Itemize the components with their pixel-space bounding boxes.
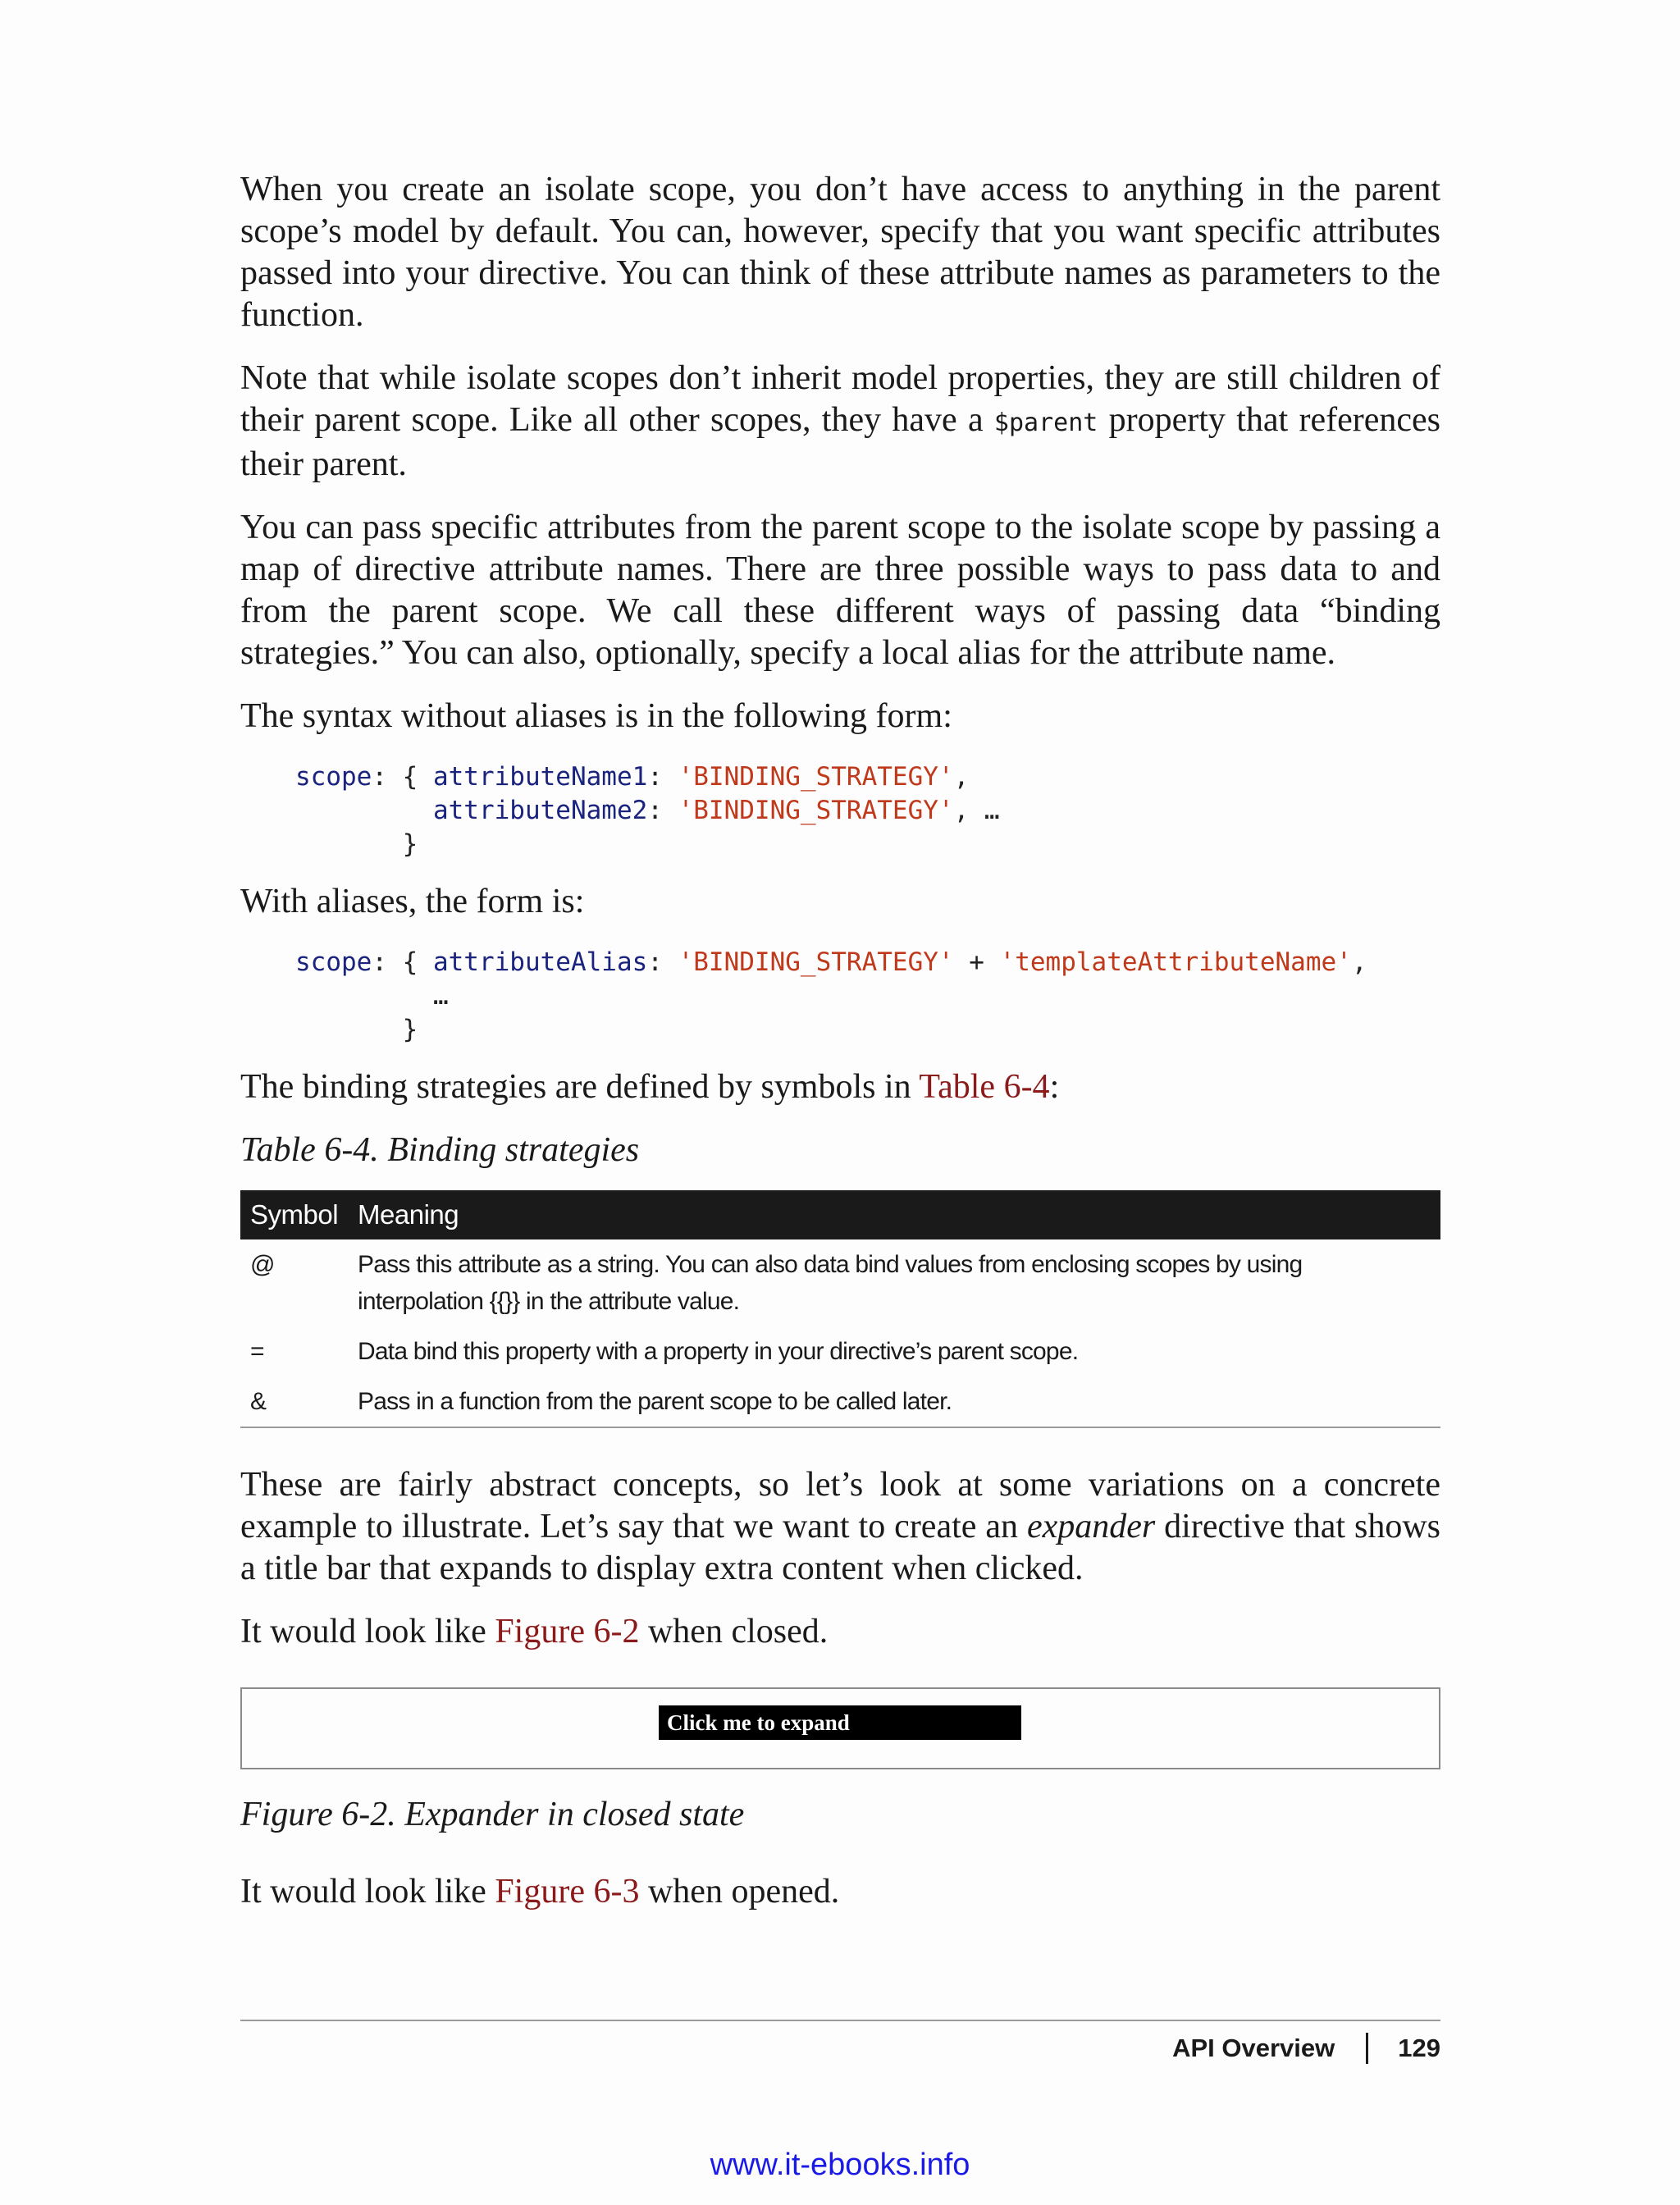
table-row [240, 1326, 1440, 1376]
code-indent [295, 796, 433, 825]
text: when closed. [639, 1613, 829, 1650]
table-row [240, 1239, 1440, 1326]
code-string: 'BINDING_STRATEGY' [678, 796, 954, 825]
paragraph [240, 1611, 1440, 1653]
text: directive that shows a title bar that expands to display extra content when clicked. [240, 1508, 1441, 1587]
code-punct: : { [372, 947, 433, 977]
paragraph [240, 1871, 1440, 1913]
paragraph: The syntax without aliases is in the following form: [240, 697, 952, 735]
table-header-symbol: Symbol [240, 1190, 348, 1239]
table-cell-meaning: Pass this attribute as a string. You can also data bind values from enclosing scopes by using interpolation {{}} in the attribute value. [358, 1251, 1303, 1315]
text: It would look like [240, 1873, 495, 1911]
code-attr: attributeName2 [432, 796, 648, 825]
text: : [1049, 1068, 1060, 1106]
code-line: … [295, 981, 449, 1011]
footer-divider [240, 2020, 1440, 2021]
text: Note that while isolate scopes don’t inherit model properties, they are still children of their parent scope. Like all other scopes, they have a [240, 359, 1440, 439]
figure-caption: Figure 6-2. Expander in closed state [240, 1796, 745, 1833]
code-string: 'BINDING_STRATEGY' [678, 947, 954, 977]
code-block-without-aliases [240, 760, 1440, 861]
paragraph: You can pass specific attributes from the parent scope to the isolate scope by passing a map of directive attribute names. There are three possible ways to pass data to and from the parent scope. We call these different ways of passing data “binding strategies.” You can also, optionally, specify a local alias for the attribute name. [240, 509, 1440, 672]
table-caption: Table 6-4. Binding strategies [240, 1131, 640, 1169]
watermark-link[interactable]: www.it-ebooks.info [710, 2148, 970, 2182]
code-block-with-aliases [240, 946, 1440, 1047]
table-cell-symbol: & [240, 1376, 348, 1427]
code-punct: : [647, 947, 678, 977]
paragraph [240, 358, 1440, 486]
table-header-meaning: Meaning [348, 1190, 1440, 1239]
figure-link[interactable]: Figure 6-3 [495, 1873, 640, 1911]
table-cell-meaning: Pass in a function from the parent scope to be called later. [348, 1376, 1440, 1427]
text: The binding strategies are defined by symbols in [240, 1068, 920, 1106]
code-operator: + [953, 947, 1000, 977]
code-punct: , [1351, 947, 1367, 977]
code-punct: : { [372, 762, 433, 792]
code-punct: , … [953, 796, 1000, 825]
table-link[interactable]: Table 6-4 [919, 1068, 1050, 1106]
footer-section-title: API Overview [1172, 2034, 1335, 2062]
figure-link[interactable]: Figure 6-2 [495, 1613, 640, 1650]
paragraph: When you create an isolate scope, you don’t have access to anything in the parent scope’s model by default. You can, however, specify that you want specific attributes passed into your directive. You can think of these attribute names as parameters to the function. [240, 171, 1440, 334]
code-punct: : [647, 796, 678, 825]
code-string: 'templateAttributeName' [999, 947, 1352, 977]
code-punct: , [953, 762, 970, 792]
expander-title-bar[interactable]: Click me to expand [659, 1705, 1021, 1740]
text: These are fairly abstract concepts, so let’s look at some variations on a concrete example to illustrate. Let’s say that we want to create an [240, 1466, 1440, 1545]
table-row [240, 1376, 1440, 1427]
text: when opened. [639, 1873, 840, 1911]
code-keyword: scope [295, 762, 372, 792]
page-content [240, 169, 1440, 1934]
code-attr: attributeAlias [432, 947, 648, 977]
emphasis: expander [1026, 1508, 1156, 1545]
code-string: 'BINDING_STRATEGY' [678, 762, 954, 792]
figure-expander-closed [240, 1687, 1440, 1769]
binding-strategies-table [240, 1190, 1440, 1428]
table-cell-meaning: Data bind this property with a property in your directive’s parent scope. [358, 1338, 1079, 1365]
code-punct: : [647, 762, 678, 792]
text: It would look like [240, 1613, 495, 1650]
paragraph [240, 1464, 1440, 1590]
table-cell-symbol: @ [250, 1251, 275, 1278]
paragraph: With aliases, the form is: [240, 883, 585, 920]
code-line: } [295, 1015, 418, 1044]
code-attr: attributeName1 [432, 762, 648, 792]
inline-code: $parent [993, 409, 1098, 437]
code-keyword: scope [295, 947, 372, 977]
paragraph [240, 1066, 1440, 1108]
table-cell-symbol: = [250, 1338, 264, 1365]
footer-separator [1366, 2033, 1368, 2064]
code-line: } [295, 829, 418, 859]
page-number: 129 [1398, 2034, 1440, 2062]
page-footer [1172, 2033, 1440, 2064]
text: property that references their parent. [240, 401, 1440, 483]
